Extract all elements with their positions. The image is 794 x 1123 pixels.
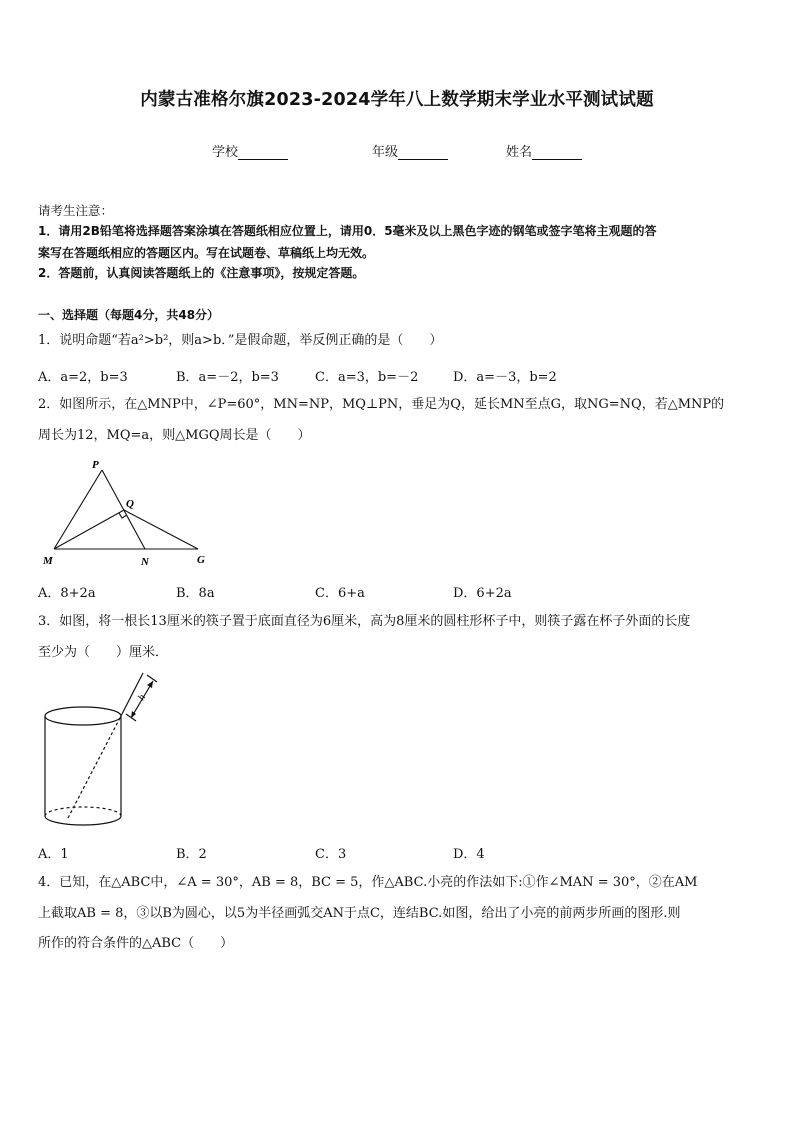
q4-line2: 上截取AB = 8，③以B为圆心，以5为半径画弧交AN于点C，连结BC.如图，给出了小亮的前两步所画的图形.则 [38,906,681,921]
notice-item1-line1: 1．请用2B铅笔将选择题答案涂填在答题纸相应位置上，请用0．5毫米及以上黑色字迹的钢笔或签字笔将主观题的答 [38,224,657,238]
notice-heading: 请考生注意： [38,203,114,218]
q3-line2: 至少为（ ）厘米． [38,645,169,660]
q1-option-b: B．a=－2，b=3 [176,370,279,385]
q2-line1: 2．如图所示，在△MNP中，∠P=60°，MN=NP，MQ⊥PN，垂足为Q，延长MN至点G，取NG=NQ，若△MNP的 [38,397,725,412]
q3-option-a: A．1 [38,847,69,862]
q4-line1: 4．已知，在△ABC中，∠A = 30°，AB = 8，BC = 5，作△ABC.小亮的作法如下:①作∠MAN = 30°，②在AM [38,875,698,890]
arrow-head-bottom [131,711,136,718]
cylinder-top [45,707,121,725]
name-field [506,141,582,160]
segment-pm [54,470,102,549]
section-heading: 一、选择题（每题4分，共48分） [38,308,220,322]
grade-blank [398,145,448,160]
q2-line2: 周长为12，MQ=a，则△MGQ周长是（ ） [38,428,311,443]
cylinder-bottom-back [45,807,121,816]
grade-field [372,141,448,160]
q2-option-c: C．6+a [315,586,365,601]
segment-mq [54,510,124,549]
school-label: 学校 [212,145,239,160]
notice-item2: 2．答题前，认真阅读答题纸上的《注意事项》，按规定答题。 [38,266,365,280]
q4-line3: 所作的符合条件的△ABC（ ） [38,936,234,951]
label-m: M [43,555,53,567]
notice-item1-line2: 案写在答题纸相应的答题区内。写在试题卷、草稿纸上均无效。 [38,246,375,260]
label-q: Q [126,498,134,510]
label-h: h [136,692,149,703]
name-blank [532,145,582,160]
chopstick-inside [68,714,122,818]
school-field [212,141,288,160]
dimension-tick-top [147,675,157,682]
q1-option-c: C．a=3，b=－2 [315,370,419,385]
label-p: P [92,459,99,471]
q3-line1: 3．如图，将一根长13厘米的筷子置于底面直径为6厘米，高为8厘米的圆柱形杯子中，则筷子露在杯子外面的长度 [38,614,691,629]
school-blank [238,145,288,160]
q1-stem: 1．说明命题“若a²>b²，则a>b．”是假命题，举反例正确的是（ ） [38,333,443,348]
q2-option-b: B．8a [176,586,215,601]
q3-option-b: B．2 [176,847,207,862]
cylinder-bottom-front [45,816,121,825]
q2-option-a: A．8+2a [38,586,96,601]
q1-option-d: D．a=－3，b=2 [453,370,557,385]
q2-option-d: D．6+2a [453,586,512,601]
q1-option-a: A．a=2，b=3 [38,370,128,385]
q3-cylinder-figure [40,670,170,830]
grade-label: 年级 [372,145,399,160]
q3-option-d: D．4 [453,847,485,862]
page-title: 内蒙古准格尔旗2023-2024学年八上数学期末学业水平测试试题 [140,90,654,110]
label-g: G [197,554,205,566]
name-label: 姓名 [506,145,533,160]
q3-option-c: C．3 [315,847,347,862]
q2-triangle-figure [40,455,220,575]
segment-qg [124,510,198,549]
label-n: N [141,556,149,568]
segment-pn [102,470,145,549]
